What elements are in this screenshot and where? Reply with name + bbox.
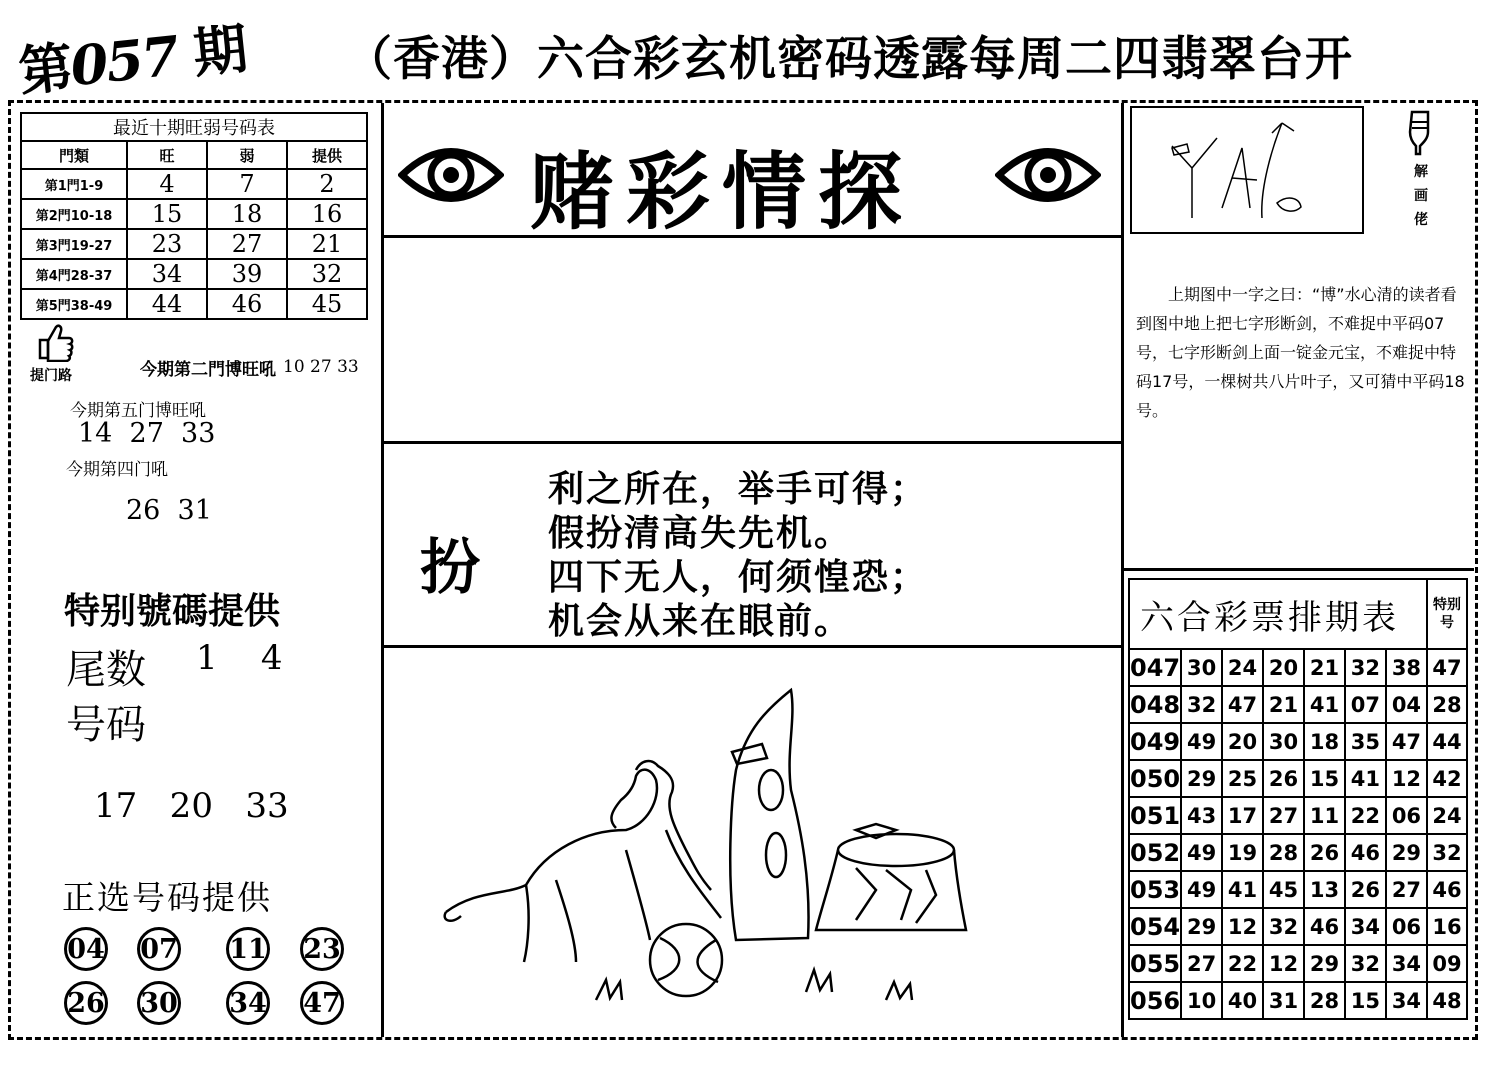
table-row <box>21 289 367 319</box>
schedule-issue: 050 <box>1129 760 1181 797</box>
schedule-number: 26 <box>1304 834 1345 871</box>
row-label: 第4門28-37 <box>21 259 127 289</box>
schedule-number: 29 <box>1304 945 1345 982</box>
divider-schedule <box>1124 568 1474 571</box>
schedule-special: 24 <box>1427 797 1467 834</box>
schedule-number: 06 <box>1386 797 1427 834</box>
poem-char: 扮 <box>420 533 480 603</box>
cell-tigong: 21 <box>287 229 367 259</box>
schedule-special: 42 <box>1427 760 1467 797</box>
header-title: （香港）六合彩玄机密码透露每周二四翡翠台开 <box>345 32 1353 87</box>
cell-wang: 34 <box>127 259 207 289</box>
col-header: 門類 <box>21 141 127 169</box>
schedule-special: 16 <box>1427 908 1467 945</box>
schedule-number: 29 <box>1181 760 1222 797</box>
schedule-number: 15 <box>1345 982 1386 1019</box>
cell-ruo: 46 <box>207 289 287 319</box>
special-title: 特别號碼提供 <box>64 591 281 632</box>
schedule-number: 06 <box>1386 908 1427 945</box>
schedule-issue: 056 <box>1129 982 1181 1019</box>
issue-number: 057 <box>67 23 181 99</box>
schedule-issue: 052 <box>1129 834 1181 871</box>
puzzle-side-label: 解画佬 <box>1414 164 1428 228</box>
schedule-number: 41 <box>1345 760 1386 797</box>
table-row <box>21 199 367 229</box>
selection-number: 04 <box>64 927 108 971</box>
hint-line3-label: 今期第四门吼 <box>66 460 168 480</box>
table-row <box>21 259 367 289</box>
schedule-table <box>1128 578 1468 1020</box>
code-label: 号码 <box>66 702 146 748</box>
selection-title: 正选号码提供 <box>62 878 272 917</box>
schedule-number: 21 <box>1304 649 1345 686</box>
schedule-number: 18 <box>1304 723 1345 760</box>
schedule-number: 30 <box>1181 649 1222 686</box>
schedule-number: 26 <box>1263 760 1304 797</box>
hint-line3-nums: 26 31 <box>126 495 212 526</box>
schedule-title: 六合彩票排期表 <box>1129 579 1427 649</box>
schedule-number: 29 <box>1386 834 1427 871</box>
hint-line2-label: 今期第五门博旺吼 <box>70 401 206 421</box>
schedule-special: 09 <box>1427 945 1467 982</box>
schedule-number: 32 <box>1181 686 1222 723</box>
table-caption: 最近十期旺弱号码表 <box>21 113 367 141</box>
code-nums: 17 20 33 <box>94 786 289 826</box>
schedule-number: 47 <box>1222 686 1263 723</box>
cell-tigong: 45 <box>287 289 367 319</box>
header <box>0 0 1500 104</box>
schedule-number: 30 <box>1263 723 1304 760</box>
divider-poem-bottom <box>384 645 1121 648</box>
pointing-hand-icon <box>1406 110 1434 160</box>
table-row <box>21 169 367 199</box>
cell-wang: 44 <box>127 289 207 319</box>
eye-icon <box>398 140 504 214</box>
schedule-number: 27 <box>1263 797 1304 834</box>
cell-ruo: 39 <box>207 259 287 289</box>
issue-prefix: 第 <box>15 34 75 104</box>
schedule-number: 04 <box>1386 686 1427 723</box>
schedule-number: 26 <box>1345 871 1386 908</box>
issue-label <box>15 6 249 106</box>
schedule-number: 34 <box>1345 908 1386 945</box>
table-row <box>1129 871 1467 908</box>
row-label: 第1門1-9 <box>21 169 127 199</box>
schedule-number: 20 <box>1263 649 1304 686</box>
schedule-number: 27 <box>1181 945 1222 982</box>
schedule-number: 43 <box>1181 797 1222 834</box>
special-header: 特别号 <box>1427 579 1467 649</box>
schedule-number: 21 <box>1263 686 1304 723</box>
schedule-number: 29 <box>1181 908 1222 945</box>
tail-label: 尾数 <box>66 647 146 693</box>
cell-wang: 15 <box>127 199 207 229</box>
schedule-number: 41 <box>1222 871 1263 908</box>
table-row <box>1129 982 1467 1019</box>
table-row <box>1129 723 1467 760</box>
schedule-issue: 048 <box>1129 686 1181 723</box>
cell-ruo: 18 <box>207 199 287 229</box>
schedule-number: 19 <box>1222 834 1263 871</box>
col-header: 旺 <box>127 141 207 169</box>
schedule-number: 25 <box>1222 760 1263 797</box>
poem-line: 利之所在，举手可得； <box>548 469 929 510</box>
selection-number: 30 <box>137 981 181 1025</box>
hint-line1-nums: 10 27 33 <box>283 357 359 377</box>
puzzle-explanation: 上期图中一字之曰：“博”水心清的读者看到图中地上把七字形断剑，不难捉中平码07号，七字形断剑上面一锭金元宝，不难捉中特码17号，一棵树共八片叶子，又可猜中平码18号。 <box>1136 285 1465 420</box>
selection-number: 23 <box>300 927 344 971</box>
hint-line2-nums: 14 27 33 <box>78 418 216 449</box>
schedule-issue: 049 <box>1129 723 1181 760</box>
schedule-special: 32 <box>1427 834 1467 871</box>
schedule-number: 24 <box>1222 649 1263 686</box>
schedule-number: 12 <box>1222 908 1263 945</box>
poem-line: 假扮清高失先机。 <box>548 513 853 554</box>
schedule-number: 10 <box>1181 982 1222 1019</box>
table-row <box>1129 797 1467 834</box>
cell-wang: 23 <box>127 229 207 259</box>
table-row <box>21 229 367 259</box>
schedule-special: 46 <box>1427 871 1467 908</box>
schedule-number: 34 <box>1386 982 1427 1019</box>
schedule-number: 32 <box>1345 649 1386 686</box>
schedule-number: 47 <box>1386 723 1427 760</box>
schedule-number: 17 <box>1222 797 1263 834</box>
schedule-number: 38 <box>1386 649 1427 686</box>
schedule-number: 27 <box>1386 871 1427 908</box>
poem <box>548 468 928 644</box>
schedule-number: 32 <box>1263 908 1304 945</box>
selection-number: 26 <box>64 981 108 1025</box>
selection-number: 11 <box>226 927 270 971</box>
eye-icon <box>995 140 1101 214</box>
schedule-number: 32 <box>1345 945 1386 982</box>
poem-line: 四下无人，何须惶恐； <box>548 557 929 598</box>
row-label: 第5門38-49 <box>21 289 127 319</box>
schedule-number: 11 <box>1304 797 1345 834</box>
divider-poem-top <box>384 441 1121 444</box>
schedule-number: 28 <box>1304 982 1345 1019</box>
schedule-number: 07 <box>1345 686 1386 723</box>
schedule-issue: 053 <box>1129 871 1181 908</box>
schedule-number: 28 <box>1263 834 1304 871</box>
schedule-special: 48 <box>1427 982 1467 1019</box>
schedule-special: 44 <box>1427 723 1467 760</box>
schedule-number: 20 <box>1222 723 1263 760</box>
schedule-number: 13 <box>1304 871 1345 908</box>
tail-nums: 1 4 <box>196 638 283 678</box>
row-label: 第2門10-18 <box>21 199 127 229</box>
hint-line1-label: 今期第二門博旺吼 <box>140 360 276 380</box>
cell-tigong: 2 <box>287 169 367 199</box>
table-row <box>1129 834 1467 871</box>
puzzle-sketch <box>1130 106 1364 234</box>
schedule-number: 46 <box>1345 834 1386 871</box>
schedule-number: 22 <box>1345 797 1386 834</box>
cell-wang: 4 <box>127 169 207 199</box>
schedule-issue: 051 <box>1129 797 1181 834</box>
schedule-issue: 047 <box>1129 649 1181 686</box>
table-row <box>1129 945 1467 982</box>
main-title: 赌彩情探 <box>530 142 915 241</box>
row-label: 第3門19-27 <box>21 229 127 259</box>
schedule-special: 47 <box>1427 649 1467 686</box>
poem-line: 机会从来在眼前。 <box>548 601 853 642</box>
schedule-number: 12 <box>1263 945 1304 982</box>
tip-label: 提门路 <box>30 368 72 384</box>
schedule-special: 28 <box>1427 686 1467 723</box>
schedule-number: 15 <box>1304 760 1345 797</box>
riddle-illustration <box>436 680 976 1014</box>
schedule-number: 34 <box>1386 945 1427 982</box>
schedule-number: 12 <box>1386 760 1427 797</box>
thumbs-up-icon <box>34 320 74 366</box>
cell-ruo: 27 <box>207 229 287 259</box>
cell-tigong: 16 <box>287 199 367 229</box>
issue-suffix: 期 <box>190 16 249 86</box>
schedule-issue: 055 <box>1129 945 1181 982</box>
col-header: 提供 <box>287 141 367 169</box>
table-row <box>1129 649 1467 686</box>
schedule-number: 49 <box>1181 834 1222 871</box>
schedule-number: 35 <box>1345 723 1386 760</box>
table-row <box>1129 908 1467 945</box>
cell-tigong: 32 <box>287 259 367 289</box>
selection-number: 07 <box>137 927 181 971</box>
schedule-number: 22 <box>1222 945 1263 982</box>
table-row <box>1129 686 1467 723</box>
schedule-number: 40 <box>1222 982 1263 1019</box>
selection-number: 47 <box>300 981 344 1025</box>
schedule-number: 49 <box>1181 723 1222 760</box>
schedule-number: 49 <box>1181 871 1222 908</box>
selection-number: 34 <box>226 981 270 1025</box>
schedule-number: 31 <box>1263 982 1304 1019</box>
recent-hot-cold-table <box>20 112 368 320</box>
schedule-number: 41 <box>1304 686 1345 723</box>
divider-left <box>381 103 384 1037</box>
cell-ruo: 7 <box>207 169 287 199</box>
schedule-number: 45 <box>1263 871 1304 908</box>
col-header: 弱 <box>207 141 287 169</box>
table-row <box>1129 760 1467 797</box>
schedule-issue: 054 <box>1129 908 1181 945</box>
schedule-number: 46 <box>1304 908 1345 945</box>
